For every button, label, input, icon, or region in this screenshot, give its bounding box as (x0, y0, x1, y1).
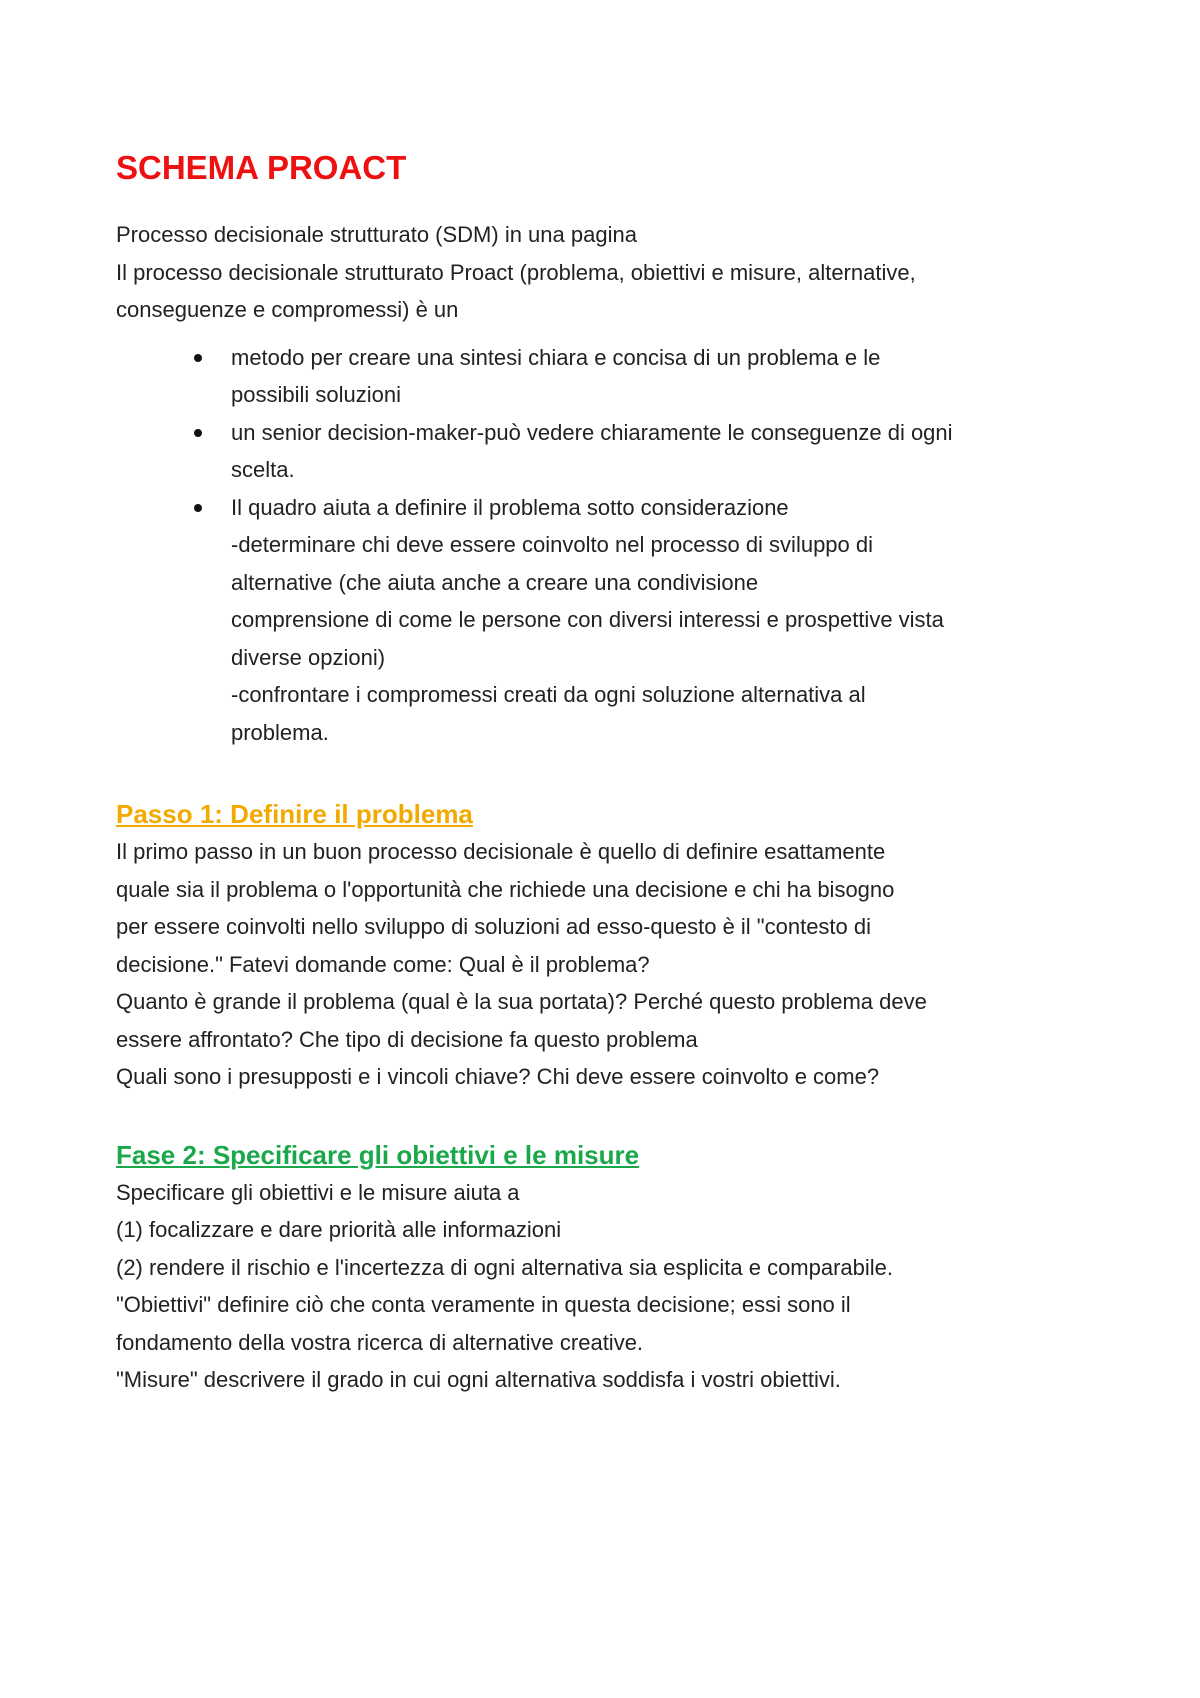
step1-line: Il primo passo in un buon processo decisionale è quello di definire esattamente (116, 839, 886, 864)
step1-body (116, 833, 1086, 1096)
document-page (116, 148, 1086, 1399)
bullet-line: -confrontare i compromessi creati da ogni soluzione alternativa al (231, 682, 866, 707)
bullet-line: comprensione di come le persone con diversi interessi e prospettive vista (231, 607, 944, 632)
intro-line: Processo decisionale strutturato (SDM) in una pagina (116, 222, 637, 247)
step2-line: (2) rendere il rischio e l'incertezza di ogni alternativa sia esplicita e comparabile. (116, 1254, 894, 1280)
step1-line: per essere coinvolti nello sviluppo di soluzioni ad esso-questo è il "contesto di (116, 914, 872, 939)
step1-line: Quanto è grande il problema (qual è la sua portata)? Perché questo problema deve (116, 989, 927, 1014)
step1-line: essere affrontato? Che tipo di decisione fa questo problema (116, 1026, 698, 1052)
step2-line: "Misure" descrivere il grado in cui ogni alternativa soddisfa i vostri obiettivi. (116, 1367, 841, 1392)
step2-body (116, 1174, 1086, 1399)
bullet-dot-icon (194, 504, 202, 512)
step2-line: fondamento della vostra ricerca di alternative creative. (116, 1329, 644, 1355)
step1-line: Quali sono i presupposti e i vincoli chiave? Chi deve essere coinvolto e come? (116, 1064, 880, 1089)
step1-line: quale sia il problema o l'opportunità che richiede una decisione e chi ha bisogno (116, 876, 895, 902)
step1-heading: Passo 1: Definire il problema (116, 799, 473, 829)
bullet-item (116, 489, 1086, 752)
bullet-line: metodo per creare una sintesi chiara e concisa di un problema e le (231, 344, 881, 370)
bullet-line: alternative (che aiuta anche a creare una condivisione (231, 569, 759, 595)
step2-heading: Fase 2: Specificare gli obiettivi e le misure (116, 1139, 640, 1170)
bullet-line: un senior decision-maker-può vedere chiaramente le conseguenze di ogni (231, 419, 953, 445)
page-title: SCHEMA PROACT (116, 149, 407, 186)
bullet-line: problema. (231, 719, 329, 745)
bullet-item (116, 339, 1086, 414)
bullet-line: possibili soluzioni (231, 382, 401, 407)
bullet-line: Il quadro aiuta a definire il problema sotto considerazione (231, 494, 789, 520)
step2-line: "Obiettivi" definire ciò che conta veramente in questa decisione; essi sono il (116, 1292, 851, 1317)
bullet-dot-icon (194, 354, 202, 362)
bullet-list (116, 339, 1086, 752)
bullet-item (116, 414, 1086, 489)
intro-paragraph (116, 216, 1086, 329)
step2-line: Specificare gli obiettivi e le misure aiuta a (116, 1179, 520, 1205)
bullet-dot-icon (194, 429, 202, 437)
intro-line: Il processo decisionale strutturato Proact (problema, obiettivi e misure, alternative, (116, 259, 916, 285)
intro-line: conseguenze e compromessi) è un (116, 297, 459, 322)
step2-line: (1) focalizzare e dare priorità alle informazioni (116, 1217, 562, 1242)
step1-line: decisione." Fatevi domande come: Qual è il problema? (116, 951, 650, 977)
bullet-line: -determinare chi deve essere coinvolto nel processo di sviluppo di (231, 532, 874, 557)
bullet-line: scelta. (231, 457, 295, 482)
bullet-line: diverse opzioni) (231, 644, 386, 670)
